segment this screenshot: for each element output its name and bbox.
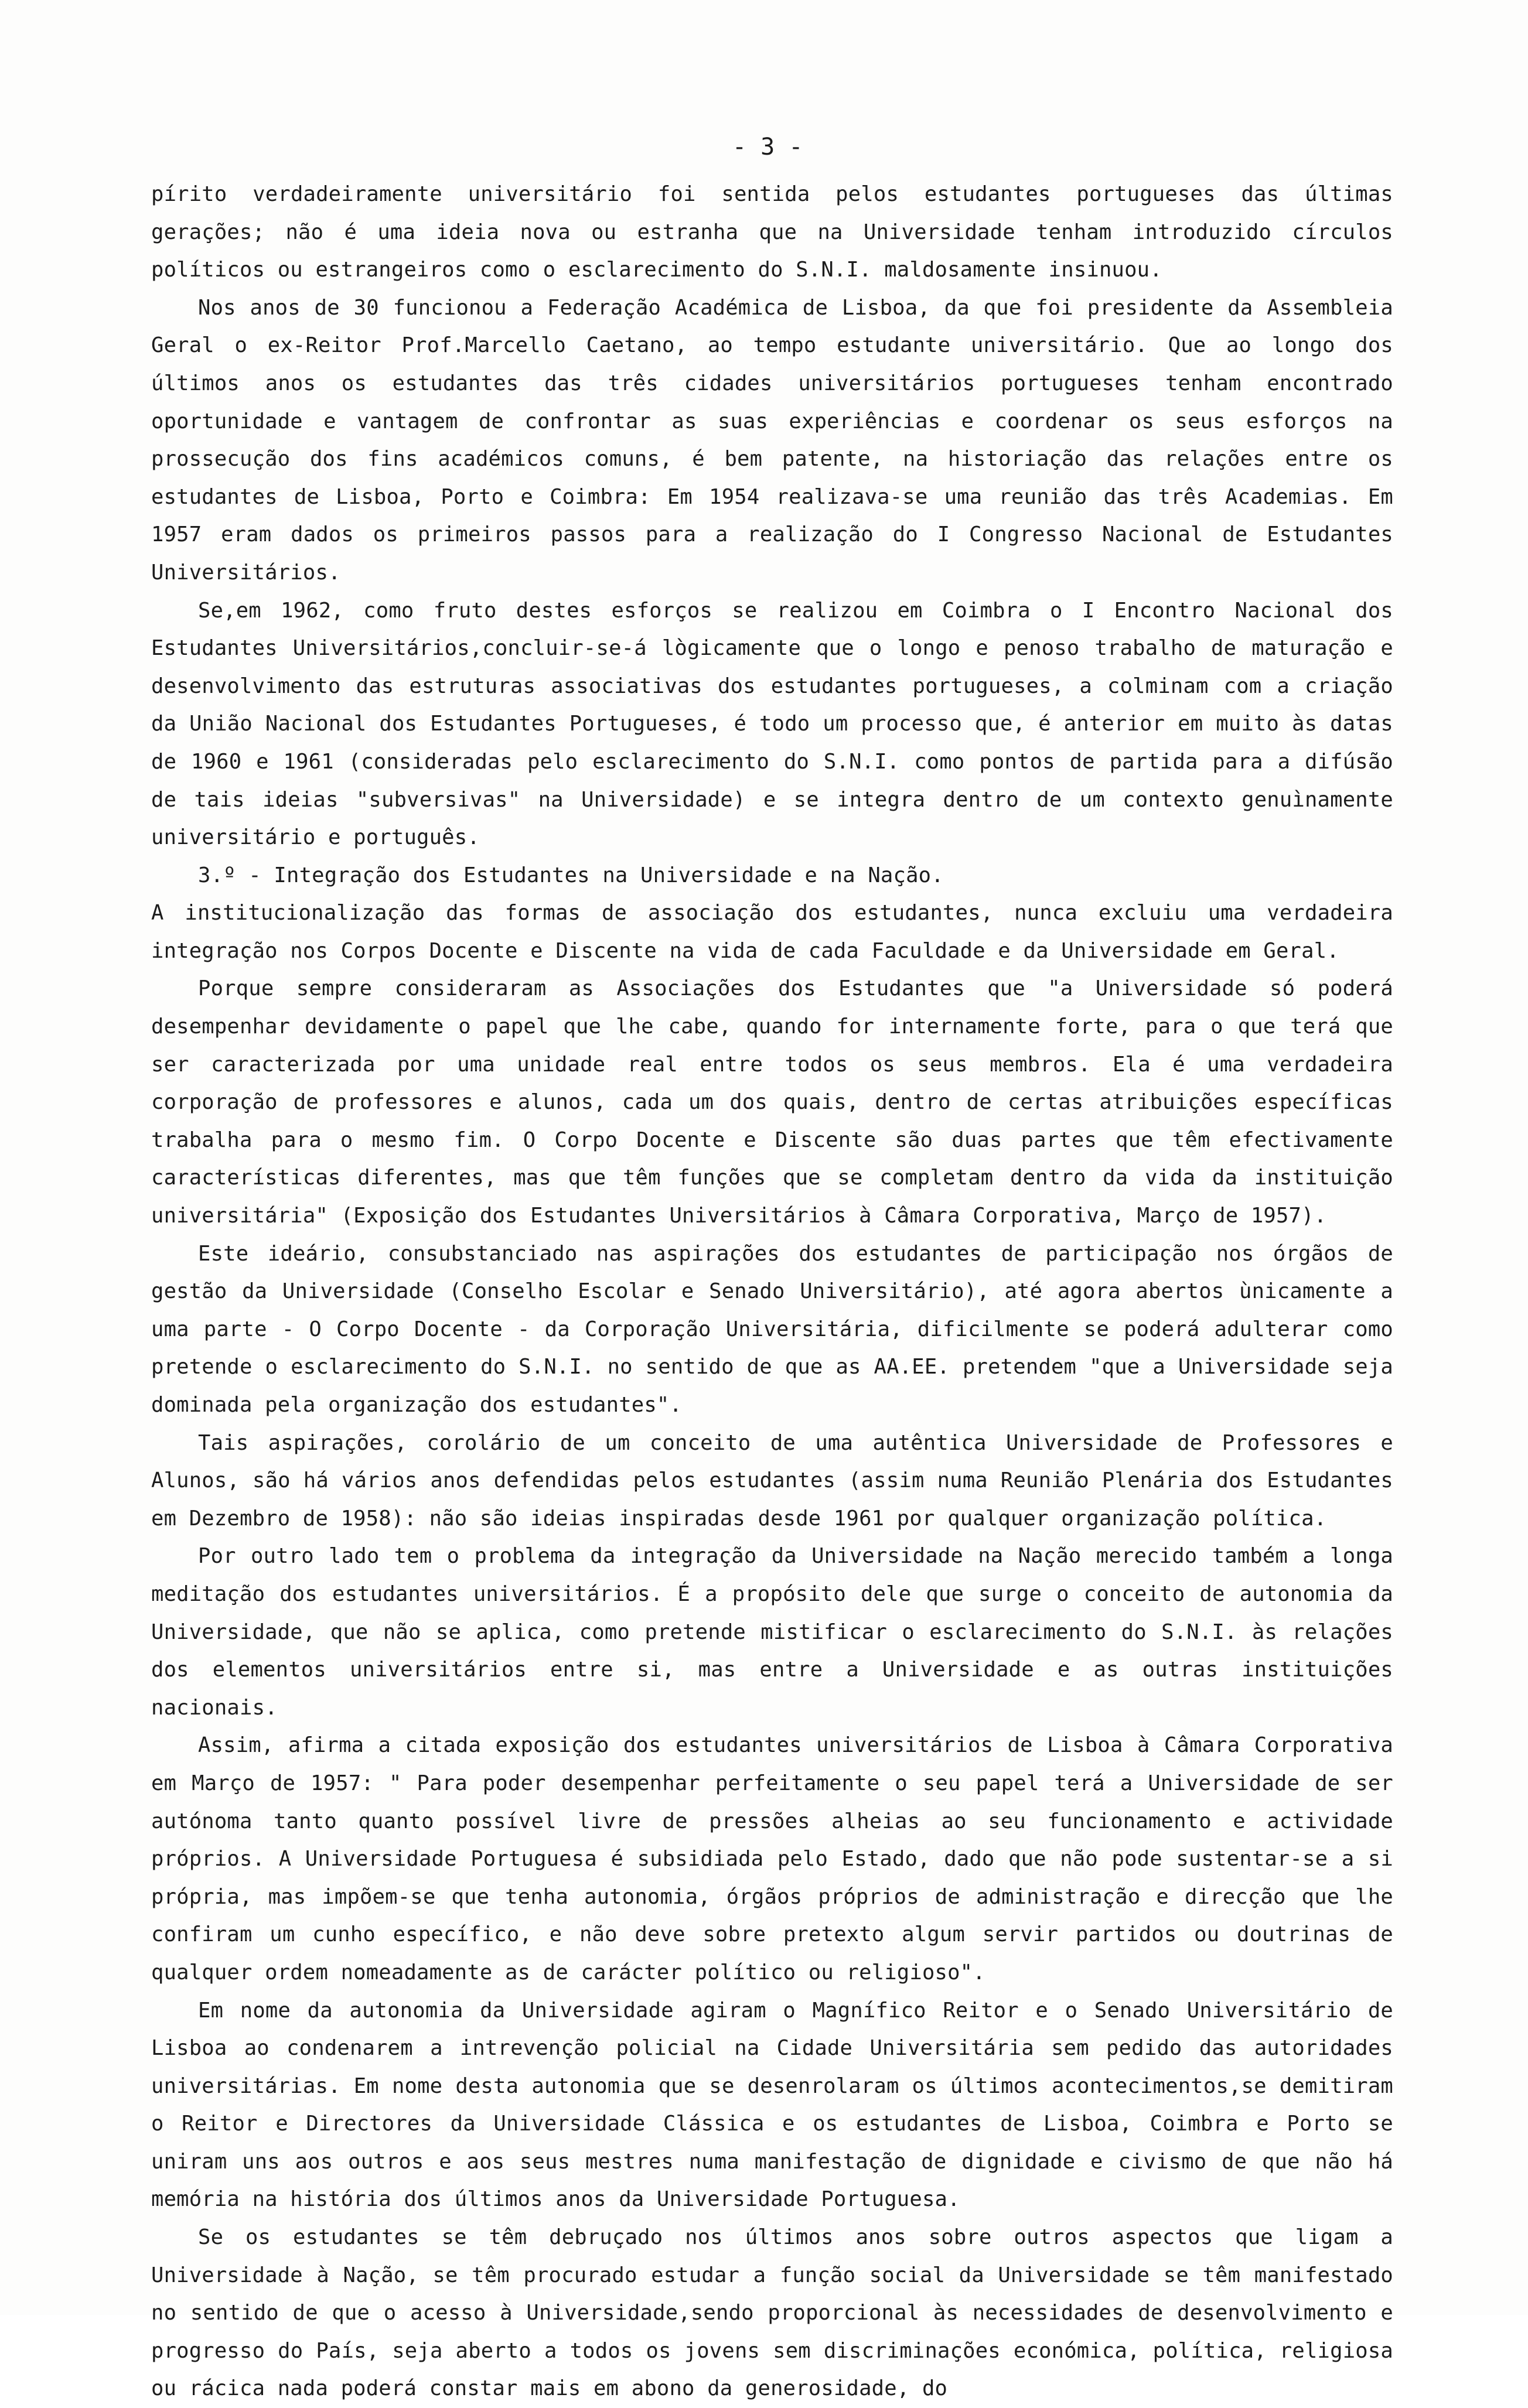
- paragraph-senado-universitario: Em nome da autonomia da Universidade agiram o Magnífico Reitor e o Senado Universitário de Lisboa ao condenarem a intrevenção policial na Cidade Universitária sem pedido das autoridades universitárias. Em nome desta autonomia que se desenrolaram os últimos acontecimentos,se demitiram o Reitor e Directores da Universidade Clássica e os estudantes de Lisboa, Coimbra e Porto se uniram uns aos outros e aos seus mestres numa manifestação de dignidade e civismo de que não há memória na história dos últimos anos da Universidade Portuguesa.: [151, 1998, 1393, 2212]
- paragraph-institucionalizacao: A institucionalização das formas de associação dos estudantes, nunca excluiu uma verdadeira integração nos Corpos Docente e Discente na vida de cada Faculdade e da Universidade em Geral.: [151, 901, 1393, 963]
- section-heading-integracao: 3.º - Integração dos Estudantes na Universidade e na Nação.: [198, 863, 944, 887]
- paragraph-autonomia-conceito: Por outro lado tem o problema da integração da Universidade na Nação merecido também a longa meditação dos estudantes universitários. É a propósito dele que surge o conceito de autonomia da Universidade, que não se aplica, como pretende mistificar o esclarecimento do S.N.I. às relações dos elementos universitários entre si, mas entre a Universidade e as outras instituições nacionais.: [151, 1544, 1393, 1720]
- paragraph-associacoes-estudantes: Porque sempre consideraram as Associações dos Estudantes que "a Universidade só poderá desempenhar devidamente o papel que lhe cabe, quando for internamente forte, para o que terá que ser caracterizada por uma unidade real entre todos os seus membros. Ela é uma verdadeira corporação de professores e alunos, cada um dos quais, dentro de certas atribuições específicas trabalha para o mesmo fim. O Corpo Docente e Discente são duas partes que têm efectivamente características diferentes, mas que têm funções que se completam dentro da vida da instituição universitária" (Exposição dos Estudantes Universitários à Câmara Corporativa, Março de 1957).: [151, 976, 1393, 1228]
- paragraph-funcao-social: Se os estudantes se têm debruçado nos últimos anos sobre outros aspectos que ligam a Universidade à Nação, se têm procurado estudar a função social da Universidade se têm manifestado no sentido de que o acesso à Universidade,sendo proporcional às necessidades de desenvolvimento e progresso do País, seja aberto a todos os jovens sem discriminações económica, política, religiosa ou rácica nada poderá constar mais em abono da generosidade, do: [151, 2225, 1393, 2401]
- paragraph-ideario: Este ideário, consubstanciado nas aspirações dos estudantes de participação nos órgãos de gestão da Universidade (Conselho Escolar e Senado Universitário), até agora abertos ùnicamente a uma parte - O Corpo Docente - da Corporação Universitária, dificilmente se poderá adulterar como pretende o esclarecimento do S.N.I. no sentido de que as AA.EE. pretendem "que a Universidade seja dominada pela organização dos estudantes".: [151, 1241, 1393, 1417]
- paragraph-encontro-nacional: Se,em 1962, como fruto destes esforços se realizou em Coimbra o I Encontro Nacional dos Estudantes Universitários,concluir-se-á lògicamente que o longo e penoso trabalho de maturação e desenvolvimento das estruturas associativas dos estudantes portugueses, a colminam com a criação da União Nacional dos Estudantes Portugueses, é todo um processo que, é anterior em muito às datas de 1960 e 1961 (consideradas pelo esclarecimento do S.N.I. como pontos de partida para a difúsão de tais ideias "subversivas" na Universidade) e se integra dentro de um contexto genuìnamente universitário e português.: [151, 598, 1393, 850]
- paragraph-federacao-academica: Nos anos de 30 funcionou a Federação Académica de Lisboa, da que foi presidente da Assembleia Geral o ex-Reitor Prof.Marcello Caetano, ao tempo estudante universitário. Que ao longo dos últimos anos os estudantes das três cidades universitários portugueses tenham encontrado oportunidade e vantagem de confrontar as suas experiências e coordenar os seus esforços na prossecução dos fins académicos comuns, é bem patente, na historiação das relações entre os estudantes de Lisboa, Porto e Coimbra: Em 1954 realizava-se uma reunião das três Academias. Em 1957 eram dados os primeiros passos para a realização do I Congresso Nacional de Estudantes Universitários.: [151, 295, 1393, 585]
- document-body: [151, 176, 1393, 2408]
- paragraph-aspiracoes: Tais aspirações, corolário de um conceito de uma autêntica Universidade de Professores e Alunos, são há vários anos defendidas pelos estudantes (assim numa Reunião Plenária dos Estudantes em Dezembro de 1958): não são ideias inspiradas desde 1961 por qualquer organização política.: [151, 1430, 1393, 1531]
- paragraph-continuation: pírito verdadeiramente universitário foi sentida pelos estudantes portugueses das últimas gerações; não é uma ideia nova ou estranha que na Universidade tenham introduzido círculos políticos ou estrangeiros como o esclarecimento do S.N.I. maldosamente insinuou.: [151, 182, 1393, 282]
- page-number: - 3 -: [732, 134, 803, 160]
- paragraph-exposicao-citacao: Assim, afirma a citada exposição dos estudantes universitários de Lisboa à Câmara Corporativa em Março de 1957: " Para poder desempenhar perfeitamente o seu papel terá a Universidade de ser autónoma tanto quanto possível livre de pressões alheias ao seu funcionamento e actividade próprios. A Universidade Portuguesa é subsidiada pelo Estado, dado que não pode sustentar-se a si própria, mas impõem-se que tenha autonomia, órgãos próprios de administração e direcção que lhe confiram um cunho específico, e não deve sobre pretexto algum servir partidos ou doutrinas de qualquer ordem nomeadamente as de carácter político ou religioso".: [151, 1733, 1393, 1985]
